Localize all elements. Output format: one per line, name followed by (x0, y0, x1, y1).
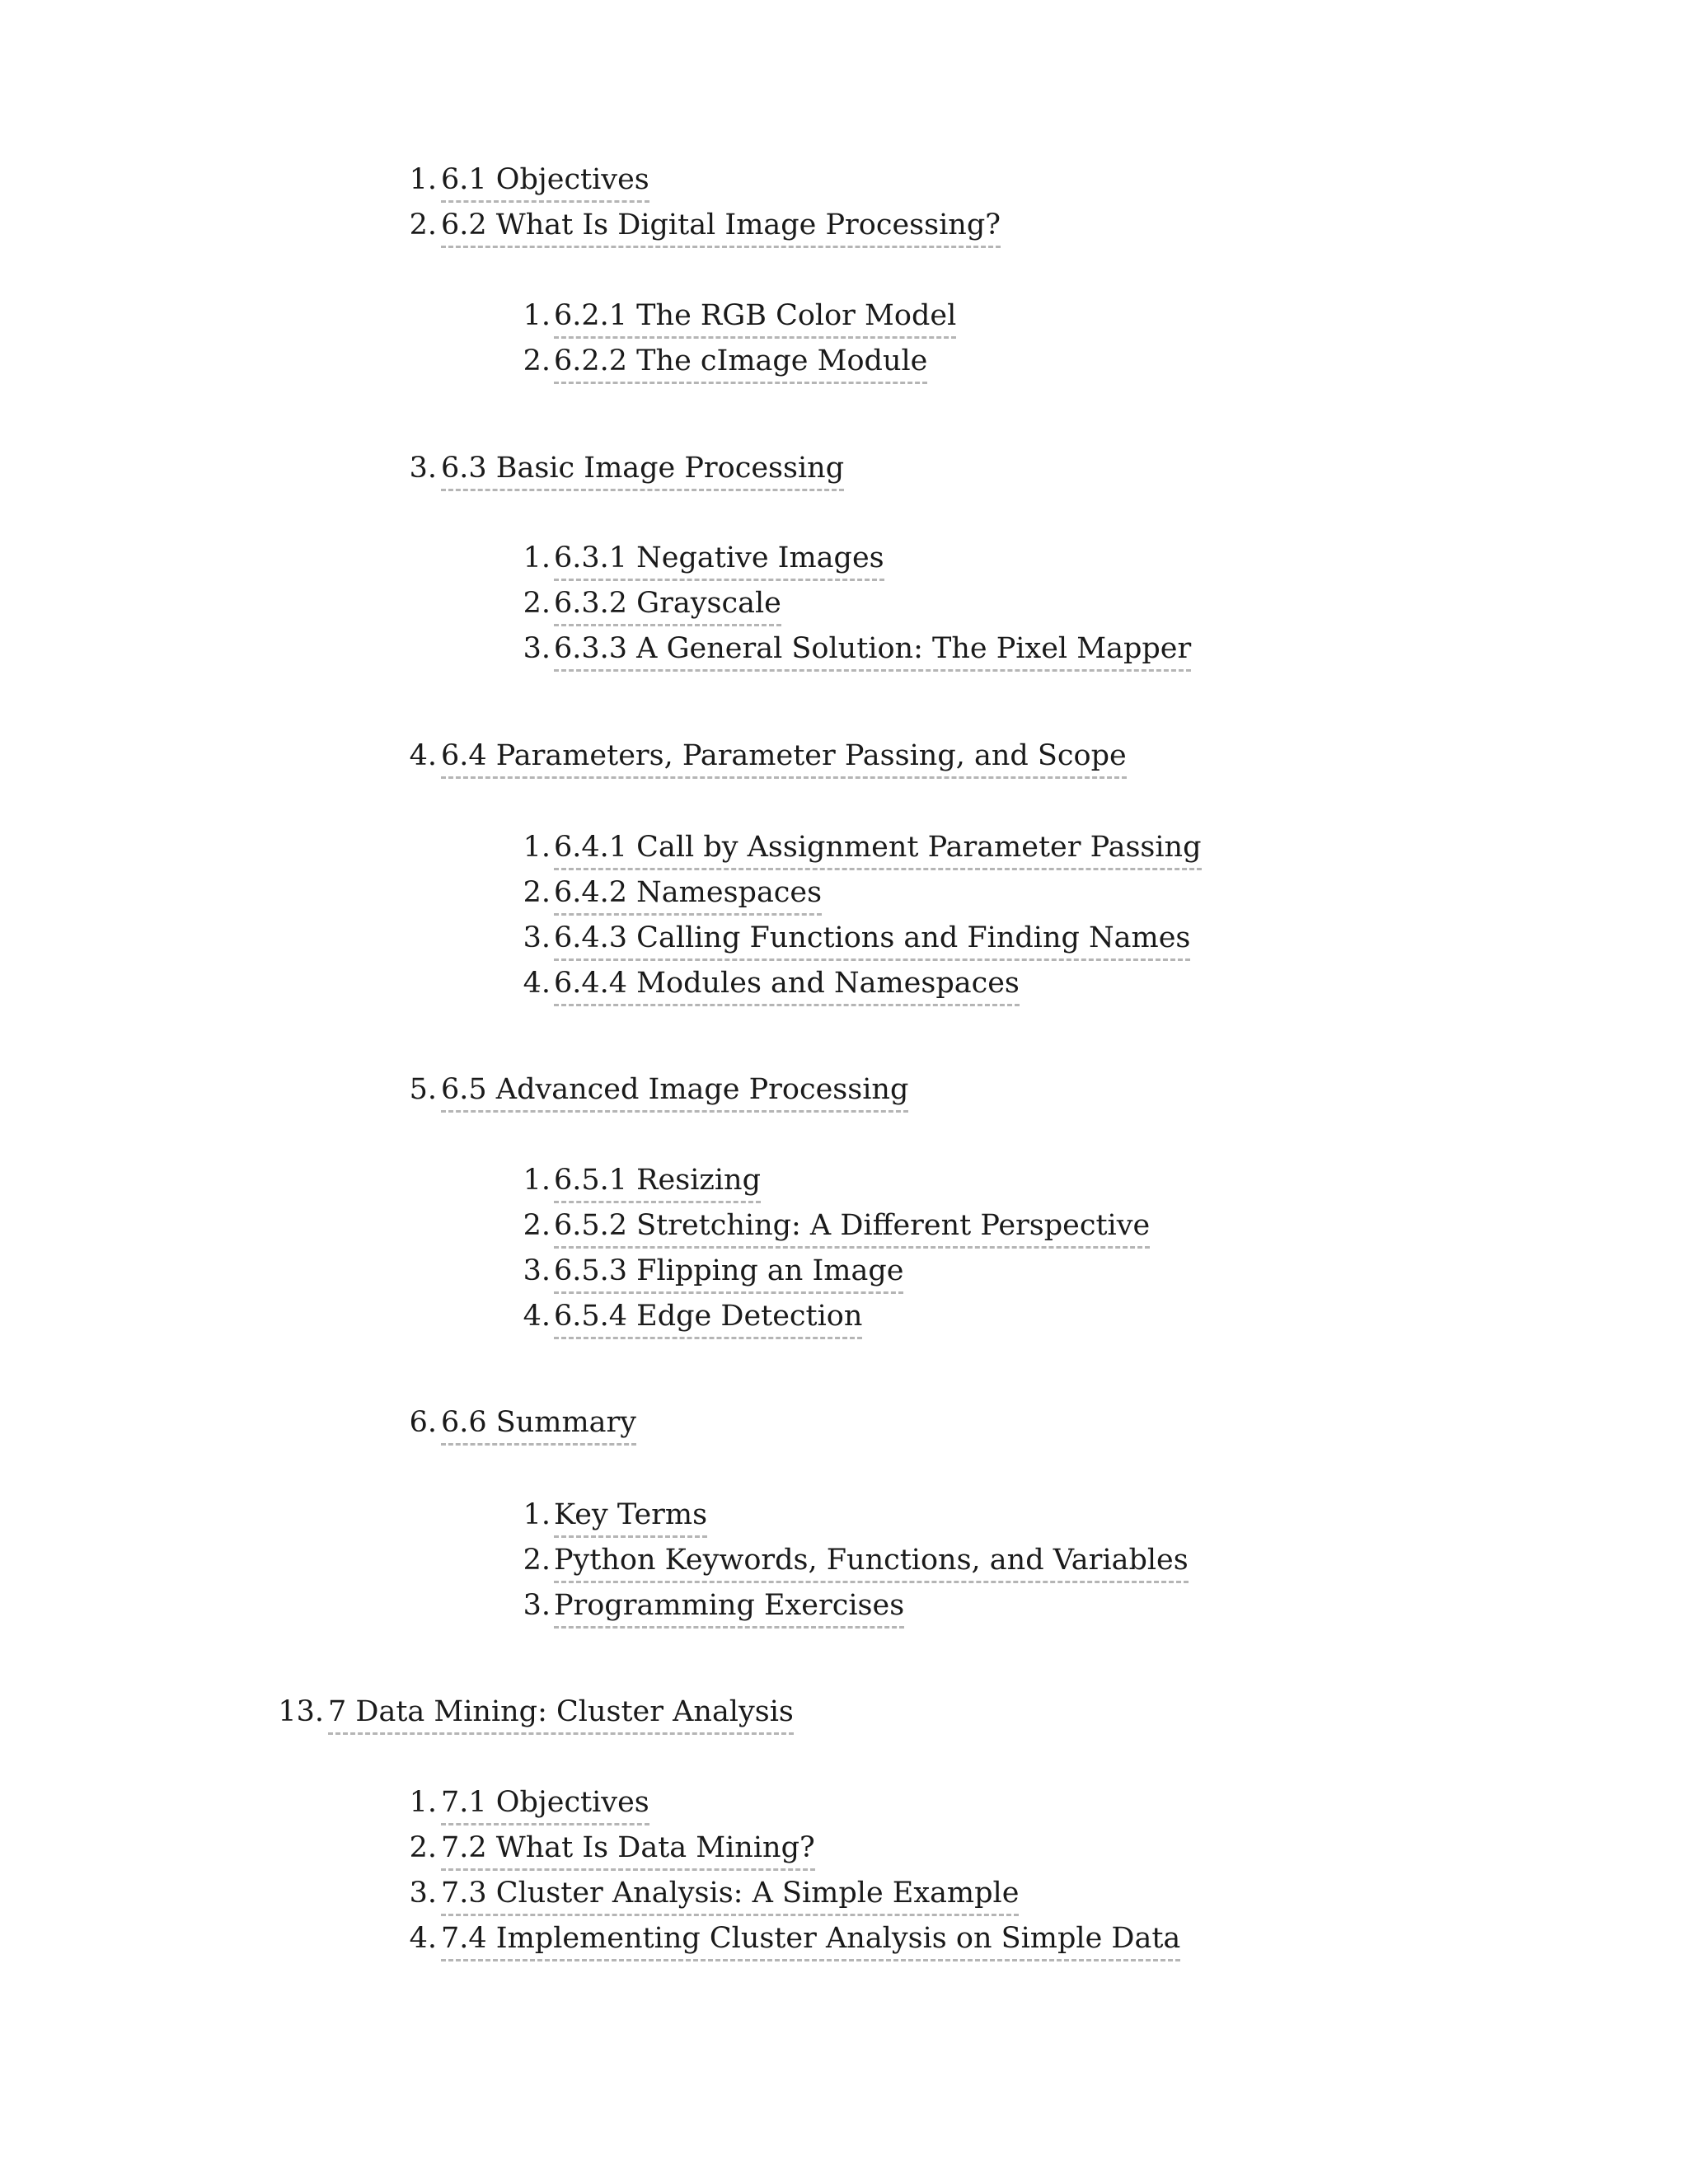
toc-link[interactable]: 7 Data Mining: Cluster Analysis (328, 1692, 794, 1735)
toc-link[interactable]: 6.4.4 Modules and Namespaces (554, 963, 1020, 1006)
toc-link[interactable]: 6.4.3 Calling Functions and Finding Names (554, 918, 1190, 961)
list-number: 1. (523, 541, 551, 574)
list-number: 3. (409, 452, 437, 485)
toc-link[interactable]: Programming Exercises (554, 1586, 904, 1629)
list-number: 1. (523, 299, 551, 332)
list-number: 2. (523, 344, 551, 377)
list-number: 4. (409, 1922, 437, 1955)
list-number: 5. (409, 1073, 437, 1106)
toc-link[interactable]: Python Keywords, Functions, and Variables (554, 1540, 1189, 1583)
list-number: 2. (409, 1831, 437, 1864)
toc-link[interactable]: 7.2 What Is Data Mining? (441, 1828, 815, 1871)
list-number: 3. (523, 1254, 551, 1287)
list-number: 1. (409, 1786, 437, 1819)
toc-link[interactable]: 7.1 Objectives (441, 1783, 649, 1825)
list-number: 3. (523, 632, 551, 665)
toc-link[interactable]: 6.5.2 Stretching: A Different Perspective (554, 1206, 1150, 1249)
toc-link[interactable]: 6.4 Parameters, Parameter Passing, and Scope (441, 736, 1127, 779)
toc-link[interactable]: 7.3 Cluster Analysis: A Simple Example (441, 1873, 1019, 1916)
list-number: 1. (523, 1498, 551, 1531)
list-number: 3. (523, 921, 551, 954)
toc-link[interactable]: 6.3.1 Negative Images (554, 538, 884, 581)
toc-link[interactable]: 6.2.2 The cImage Module (554, 341, 927, 384)
toc-link[interactable]: 6.3 Basic Image Processing (441, 448, 844, 491)
toc-link[interactable]: Key Terms (554, 1495, 707, 1538)
list-number: 1. (409, 163, 437, 196)
toc-link[interactable]: 6.6 Summary (441, 1403, 636, 1446)
list-number: 1. (523, 1164, 551, 1197)
list-number: 2. (523, 1544, 551, 1577)
toc-link[interactable]: 6.1 Objectives (441, 160, 649, 203)
list-number: 3. (409, 1877, 437, 1910)
list-number: 2. (523, 587, 551, 620)
list-number: 2. (523, 1209, 551, 1242)
toc-link[interactable]: 6.3.2 Grayscale (554, 583, 781, 626)
toc-link[interactable]: 6.5.3 Flipping an Image (554, 1251, 903, 1294)
toc-link[interactable]: 6.5.1 Resizing (554, 1160, 761, 1203)
toc-link[interactable]: 6.5 Advanced Image Processing (441, 1070, 908, 1113)
list-number: 2. (523, 876, 551, 909)
list-number: 13. (278, 1695, 324, 1728)
toc-link[interactable]: 6.2 What Is Digital Image Processing? (441, 205, 1001, 248)
list-number: 3. (523, 1589, 551, 1622)
list-number: 6. (409, 1406, 437, 1439)
list-number: 1. (523, 831, 551, 864)
toc-link[interactable]: 6.2.1 The RGB Color Model (554, 296, 956, 339)
toc-link[interactable]: 7.4 Implementing Cluster Analysis on Simple Data (441, 1919, 1180, 1961)
toc-link[interactable]: 6.4.2 Namespaces (554, 873, 822, 916)
toc-link[interactable]: 6.3.3 A General Solution: The Pixel Mapper (554, 629, 1191, 672)
toc-link[interactable]: 6.5.4 Edge Detection (554, 1296, 862, 1339)
toc-link[interactable]: 6.4.1 Call by Assignment Parameter Passing (554, 827, 1202, 870)
list-number: 4. (523, 967, 551, 1000)
list-number: 4. (409, 739, 437, 772)
list-number: 4. (523, 1300, 551, 1333)
list-number: 2. (409, 209, 437, 241)
